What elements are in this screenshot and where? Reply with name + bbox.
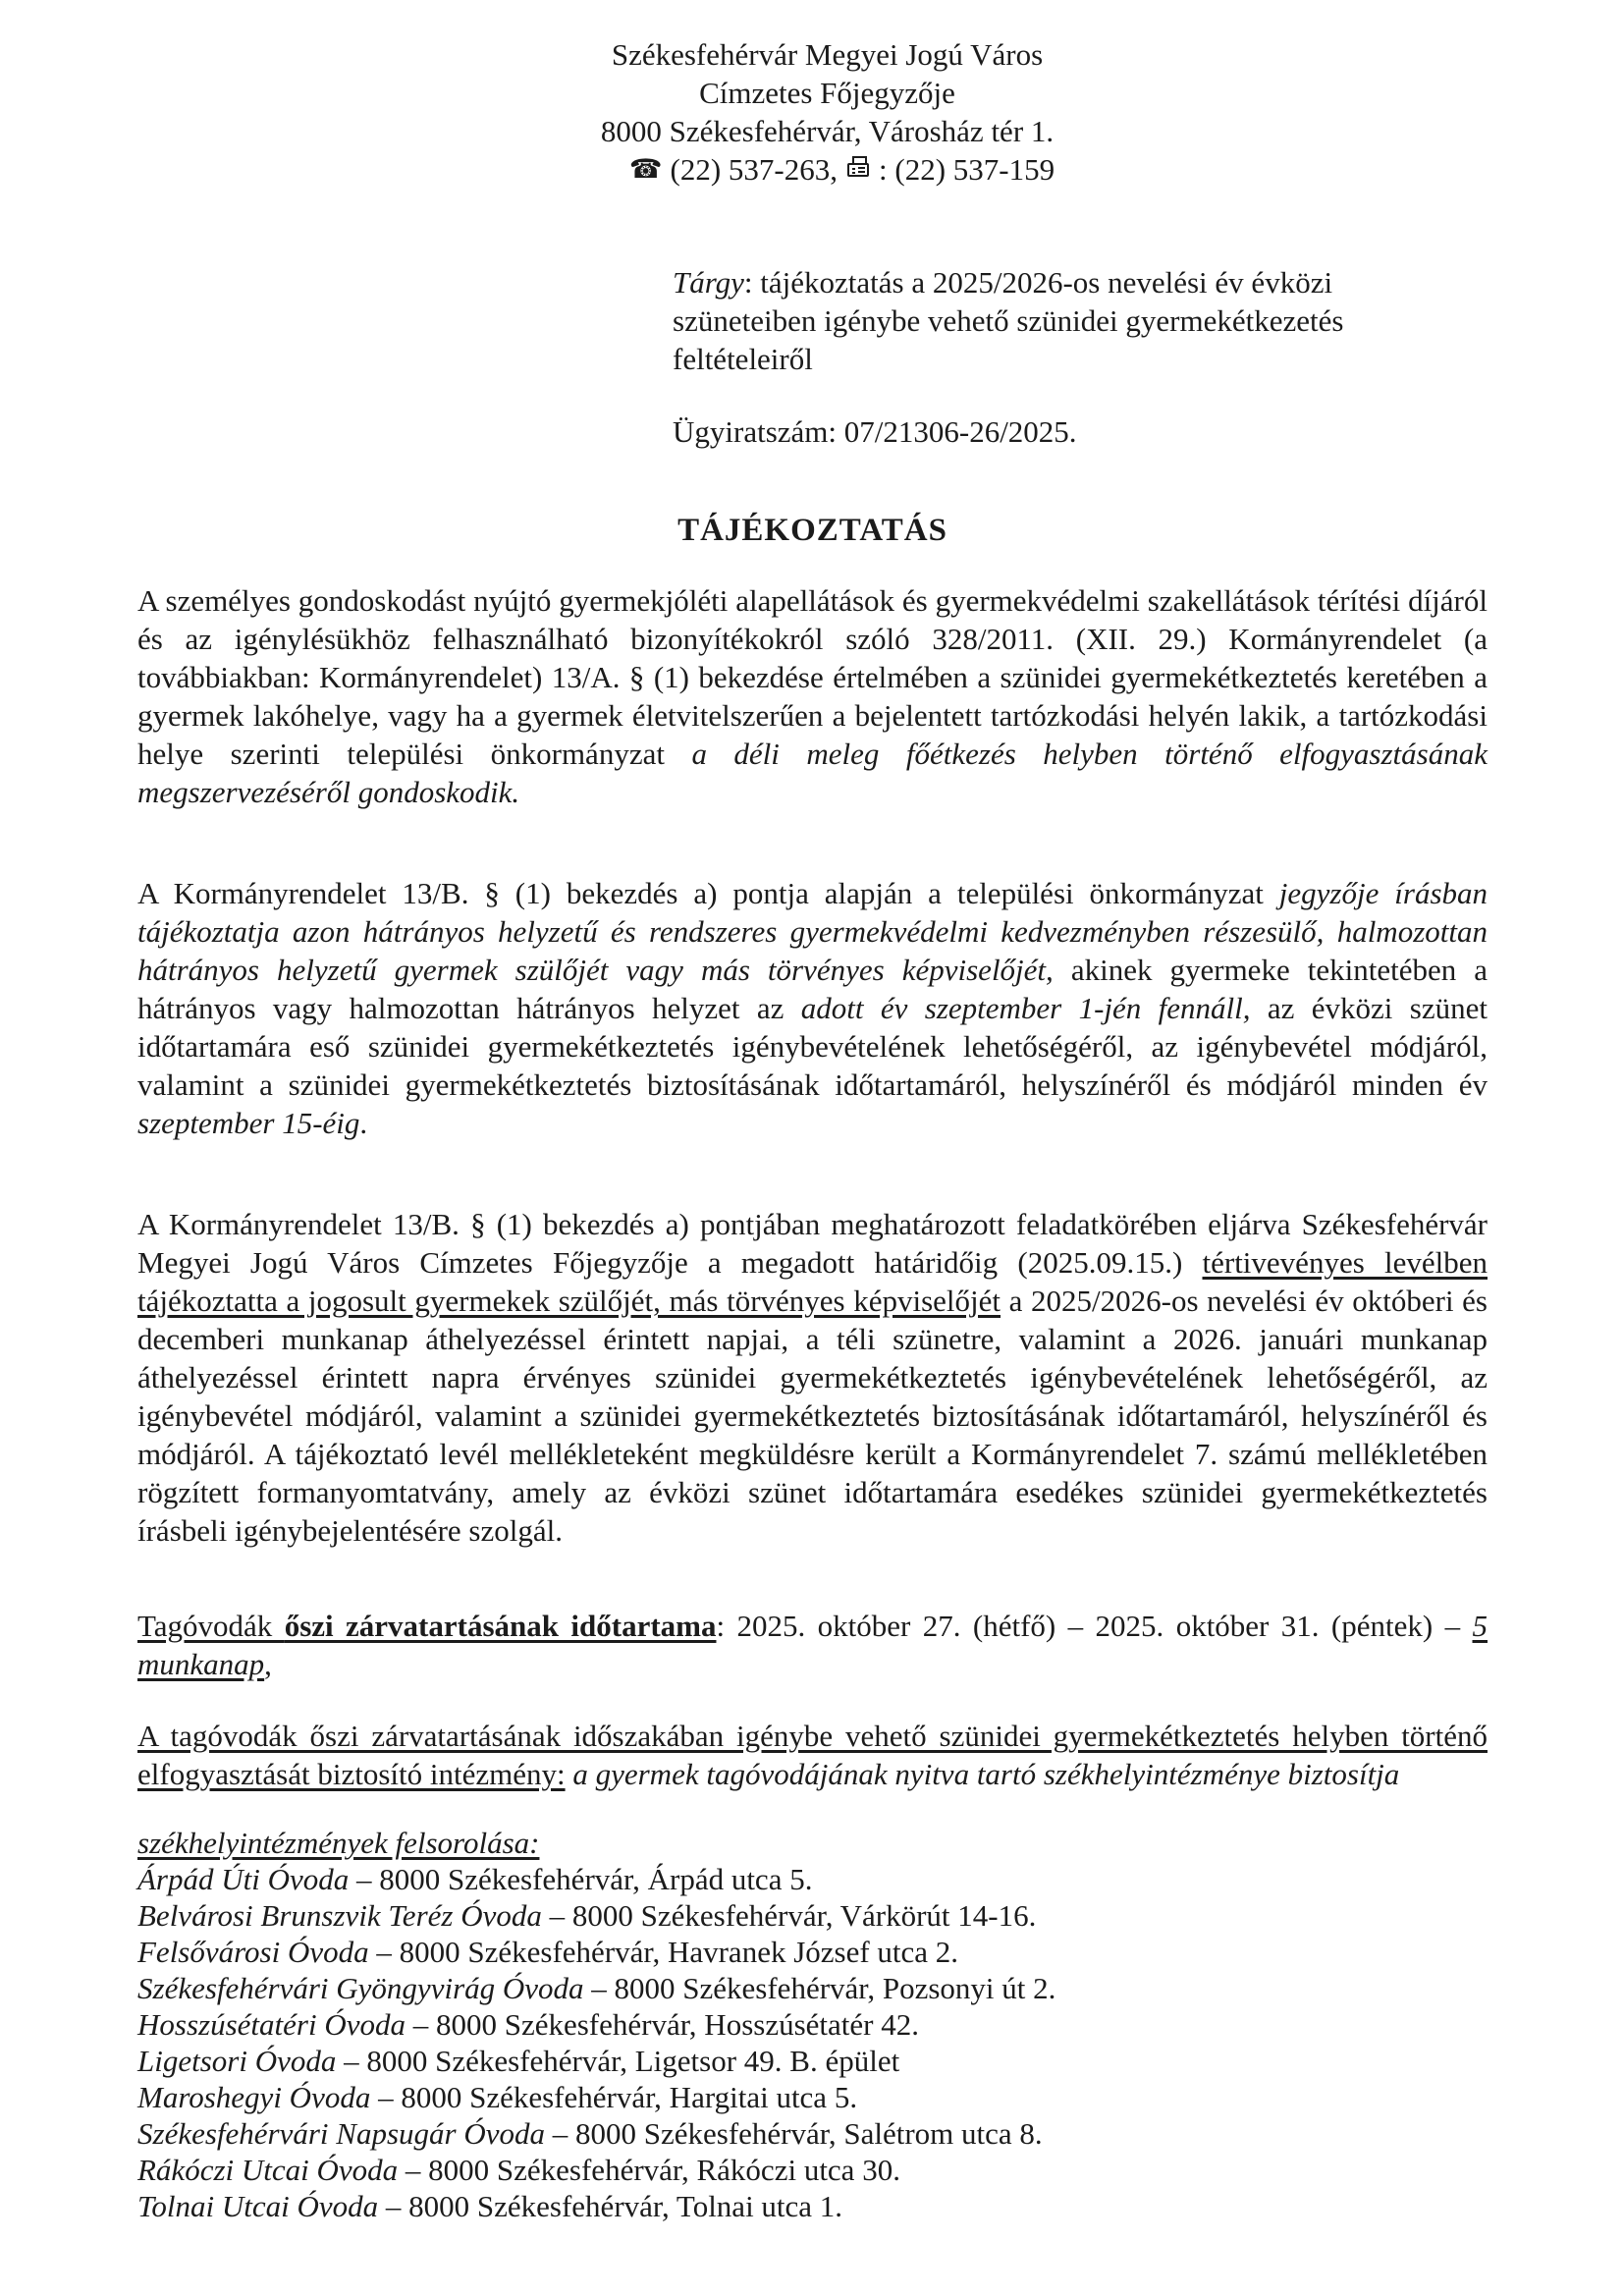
text-segment: A Kormányrendelet 13/B. § (1) bekezdés a) pontja alapján a települési önkormányzat [137,876,1279,910]
institution-list [137,1861,1488,2224]
text-segment: szeptember 15-éig [137,1106,360,1140]
paragraph-notification-sent [137,1205,1488,1550]
institution-address: – 8000 Székesfehérvár, Salétrom utca 8. [545,2116,1043,2151]
phone-icon: ☎ [628,154,663,185]
letterhead [137,35,1488,189]
list-item-institution [137,1970,1488,2006]
institution-address: – 8000 Székesfehérvár, Tolnai utca 1. [378,2189,843,2223]
list-item-institution [137,1897,1488,1934]
institution-address: – 8000 Székesfehérvár, Ligetsor 49. B. épület [336,2044,900,2078]
text-segment: . [359,1106,368,1140]
institution-list-heading [137,1825,1488,1861]
list-item-institution [137,2006,1488,2043]
text-segment: 5 munkanap [137,1609,1488,1681]
institution-name: Rákóczi Utcai Óvoda [137,2153,399,2187]
fax-icon [845,150,871,189]
text-segment: jegyzője írásban tájékoztatja azon hátrányos helyzetű és rendszeres gyermekvédelmi kedvezményben részesülő, halmozottan hátrányos helyzetű gyermek szülőjét vagy más törvényes képviselőjét, [137,876,1488,987]
text-segment: őszi zárvatartásának időtartama [284,1609,717,1643]
fax-number-value: (22) 537-159 [894,152,1055,187]
text-segment: A személyes gondoskodást nyújtó gyermekjóléti alapellátások és gyermekvédelmi szakellátások térítési díjáról és az igénylésükhöz felhasználható bizonyítékokról szóló 328/2011. (XII. 29.) Kormányrendelet (a továbbiakban: Kormányrendelet) 13/A. § (1) bekezdése értelmében a szünidei gyermekétkeztetés keretében a gyermek lakóhelye, vagy ha a gyermek életvitelszerűen a bejelentett tartózkodási helyén lakik, a tartózkodási helye szerinti települési önkormányzat [137,583,1488,771]
phone-number: (22) 537-263, [670,152,838,187]
institution-name: Székesfehérvári Gyöngyvirág Óvoda [137,1971,584,2005]
institution-name: Maroshegyi Óvoda [137,2080,371,2114]
institution-name: Belvárosi Brunszvik Teréz Óvoda [137,1898,542,1933]
letterhead-org-title: Címzetes Főjegyzője [699,76,955,110]
text-segment: a 2025/2026-os nevelési év októberi és decemberi munkanap áthelyezéssel érintett napjai, a téli szünetre, valamint a 2026. januári munkanap áthelyezéssel érintett napra érvényes szünidei gyermekétkeztetés igénybevételének lehetőségéről, az igénybevétel módjáról, valamint a szünidei gyermekétkeztetés biztosításának időtartamáról, helyszínéről és módjáról. A tájékoztató levél mellékleteként megküldésre került a Kormányrendelet 7. számú mellékletében rögzített formanyomtatvány, amely az évközi szünet időtartamára esedékes szünidei gyermekétkeztetés írásbeli igénybejelentésére szolgál. [137,1284,1488,1548]
letterhead-org-name: Székesfehérvár Megyei Jogú Város [611,37,1044,72]
document-title: TÁJÉKOZTATÁS [677,513,947,548]
institution-name: Tolnai Utcai Óvoda [137,2189,379,2223]
list-item-institution [137,2079,1488,2115]
text-segment: A Kormányrendelet 13/B. § (1) bekezdés a) pontjában meghatározott feladatkörében eljárva Székesfehérvár Megyei Jogú Város Címzetes Főjegyzője a megadott határidőig (2025.09.15.) [137,1207,1488,1280]
text-segment: : tájékoztatás a 2025/2026-os nevelési év évközi szüneteiben igénybe vehető szünidei gyermekétkezetés feltételeiről [673,265,1344,376]
institution-address: – 8000 Székesfehérvár, Pozsonyi út 2. [583,1971,1056,2005]
case-number: Ügyiratszám: 07/21306-26/2025. [673,414,1077,449]
institution-name: Felsővárosi Óvoda [137,1935,369,1969]
text-segment: a déli meleg főétkezés helyben történő elfogyasztásának megszervezéséről gondoskodik. [137,737,1488,809]
letterhead-contact-line [167,150,1488,189]
institution-name: Árpád Úti Óvoda [137,1862,350,1896]
institution-name: Székesfehérvári Napsugár Óvoda [137,2116,545,2151]
institution-address: – 8000 Székesfehérvár, Hargitai utca 5. [370,2080,858,2114]
list-item-institution [137,1934,1488,1970]
list-item-institution [137,2188,1488,2224]
letterhead-address: 8000 Székesfehérvár, Városház tér 1. [600,114,1055,148]
text-segment: tértivevényes levélben tájékoztatta a jogosult gyermekek szülőjét, más törvényes képviselőjét [137,1245,1488,1318]
institution-address: – 8000 Székesfehérvár, Havranek József utca 2. [368,1935,959,1969]
text-segment: adott év szeptember 1-jén fennáll, [800,991,1251,1025]
text-segment: a gyermek tagóvodájának nyitva tartó székhelyintézménye biztosítja [572,1757,1400,1791]
fax-number [879,150,1055,189]
institution-address: – 8000 Székesfehérvár, Árpád utca 5. [349,1862,813,1896]
text-segment: Tagóvodák [137,1609,285,1643]
paragraph-autumn-closure-dates [137,1607,1488,1683]
fax-separator: : [879,152,895,187]
institution-address: – 8000 Székesfehérvár, Várkörút 14-16. [541,1898,1037,1933]
institution-address: – 8000 Székesfehérvár, Rákóczi utca 30. [398,2153,900,2187]
subject-block [673,263,1404,378]
list-item-institution [137,2115,1488,2152]
institution-name: Ligetsori Óvoda [137,2044,337,2078]
paragraph-meal-provider [137,1717,1488,1793]
text-segment: Tárgy [673,265,744,300]
list-item-institution [137,2152,1488,2188]
list-item-institution [137,2043,1488,2079]
text-segment: , [264,1647,272,1681]
text-segment: akinek gyermeke tekintetében a hátrányos vagy halmozottan hátrányos helyzet az [137,953,1488,1025]
institution-name: Hosszúsétatéri Óvoda [137,2007,406,2042]
paragraph-notification-duty [137,874,1488,1142]
text-segment: székhelyintézmények felsorolása: [137,1826,540,1860]
text-segment: : 2025. október 27. (hétfő) – 2025. október 31. (péntek) – [716,1609,1473,1643]
list-item-institution [137,1861,1488,1897]
institution-address: – 8000 Székesfehérvár, Hosszúsétatér 42. [405,2007,919,2042]
paragraph-legal-basis [137,581,1488,811]
text-segment: az évközi szünet időtartamára eső szünidei gyermekétkeztetés igénybevételének lehetőségéről, az igénybevétel módjáról, valamint a szünidei gyermekétkeztetés biztosításának időtartamáról, helyszínéről és módjáról minden év [137,991,1488,1102]
text-segment: A tagóvodák őszi zárvatartásának időszakában igénybe vehető szünidei gyermekétkeztetés helyben történő elfogyasztását biztosító intézmény: [137,1719,1488,1791]
